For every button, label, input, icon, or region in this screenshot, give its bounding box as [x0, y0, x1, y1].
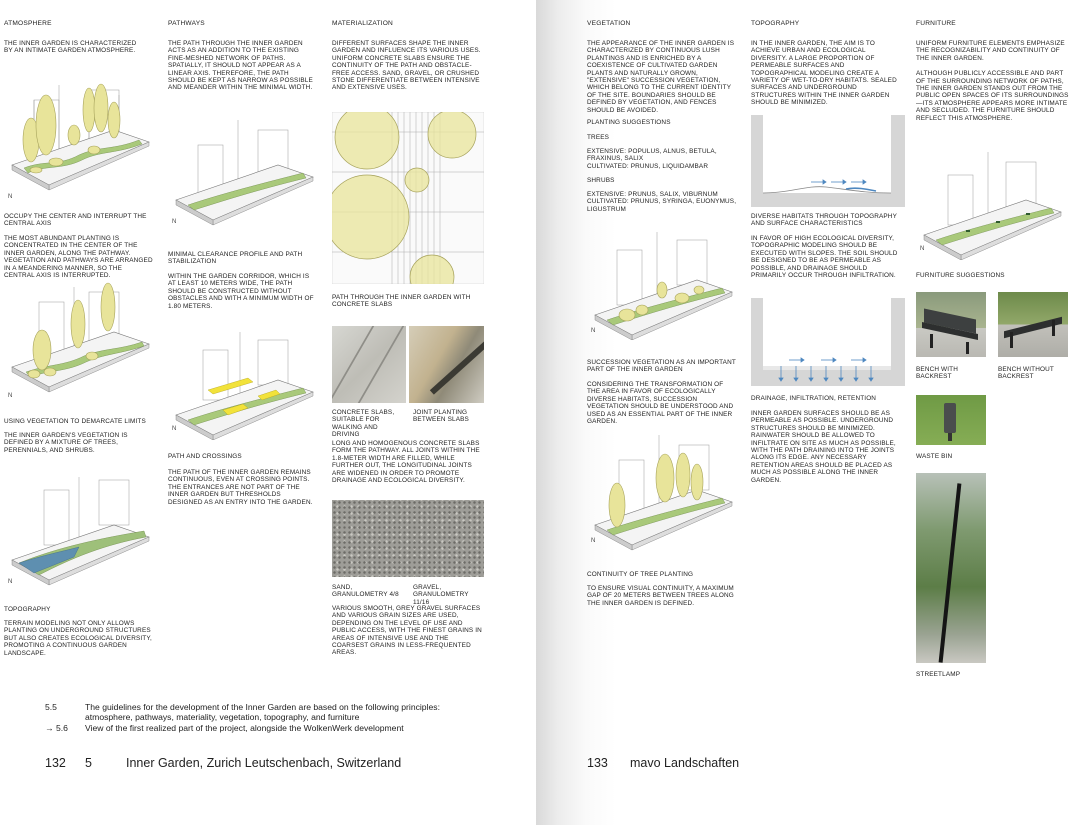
shrubs-label: SHRUBS — [587, 177, 615, 184]
clearance-body: WITHIN THE GARDEN CORRIDOR, WHICH IS AT LEAST 10 METERS WIDE, THE PATH SHOULD BE CONSTRUCTED WITHOUT OBSTACLES AND WITH A MINIMUM WIDTH OF 1.80 METERS. — [168, 273, 314, 310]
caption-num-2 — [45, 712, 85, 722]
pathways-diagram-1 — [168, 115, 318, 230]
furniture-diagram — [916, 150, 1066, 260]
furniture-intro-2: ALTHOUGH PUBLICLY ACCESSIBLE AND PART OF THE SURROUNDING NETWORK OF PATHS, THE INNER GARDEN STANDS OUT FROM THE PUBLIC OPEN SPACES OF ITS SURROUNDINGS—ITS ATMOSPHERE APPEARS MORE INTIMATE AND SECLUDED. THE FURNITURE SHOULD REFLECT THIS ATMOSPHERE. — [916, 70, 1069, 122]
left-chapter-title: Inner Garden, Zurich Leutschenbach, Switzerland — [126, 756, 402, 770]
gravel-photo — [332, 500, 484, 577]
streetlamp-photo — [916, 473, 986, 663]
pathways-heading: PATHWAYS — [168, 20, 205, 27]
caption-num-3: → 5.6 — [45, 722, 68, 733]
pathways-diagram-2 — [168, 330, 318, 440]
occupy-title: OCCUPY THE CENTER AND INTERRUPT THE CENTRAL AXIS — [4, 213, 147, 228]
habitats-title: DIVERSE HABITATS THROUGH TOPOGRAPHY AND SURFACE CHARACTERISTICS — [751, 213, 897, 228]
slabs-caption: PATH THROUGH THE INNER GARDEN WITH CONCRETE SLABS — [332, 294, 471, 309]
topography-column — [751, 20, 901, 107]
succession-body: CONSIDERING THE TRANSFORMATION OF THE AREA IN FAVOR OF ECOLOGICALLY DIVERSE HABITATS, SUCCESSION VEGETATION SHOULD BE UNDERSTOOD AND USED AS AN ESSENTIAL PART OF THE INNER GARDEN. — [587, 381, 734, 426]
demarcate-body: THE INNER GARDEN'S VEGETATION IS DEFINED BY A MIXTURE OF TREES, PERENNIALS, AND SHRUBS. — [4, 432, 128, 454]
left-chapter-number: 5 — [85, 756, 92, 770]
bench-no-backrest-caption: BENCH WITHOUT BACKREST — [998, 366, 1054, 381]
topography-diagram — [4, 475, 154, 590]
figure-captions — [45, 702, 515, 733]
planting-label: PLANTING SUGGESTIONS — [587, 119, 671, 126]
svg-text:N: N — [591, 538, 596, 544]
occupy-body: THE MOST ABUNDANT PLANTING IS CONCENTRATED IN THE CENTER OF THE INNER GARDEN, ALONG THE PATHWAY. VEGETATION AND PATHWAYS ARE ARRANGED IN A MEANDERING MANNER, SO THE CENTRAL AXIS IS INTERRUPTED. — [4, 235, 153, 280]
habitats-body: IN FAVOR OF HIGH ECOLOGICAL DIVERSITY, TOPOGRAPHIC MODELING SHOULD BE EXECUTED WITH SLOPES. THE SOIL SHOULD BE DESIGNED TO BE AS PERMEABLE AS POSSIBLE, AND DRAINAGE SHOULD PRIMARILY OCCUR THROUGH INFILTRATION. — [751, 235, 898, 280]
joint-planting-photo — [409, 326, 484, 403]
streetlamp-caption: STREETLAMP — [916, 671, 961, 678]
gravel-caption: GRAVEL, GRANULOMETRY 11/16 — [413, 584, 469, 606]
right-page — [536, 0, 1080, 825]
continuity-title: CONTINUITY OF TREE PLANTING — [587, 571, 694, 578]
demarcate-title: USING VEGETATION TO DEMARCATE LIMITS — [4, 418, 146, 425]
materialization-heading: MATERIALIZATION — [332, 20, 394, 27]
topography-heading: TOPOGRAPHY — [751, 20, 800, 27]
svg-text:N: N — [920, 246, 925, 252]
caption-text-2: atmosphere, pathways, materiality, vegetation, topography, and furniture — [85, 712, 360, 723]
pathways-intro: THE PATH THROUGH THE INNER GARDEN ACTS AS AN ADDITION TO THE EXISTING FINE-MESHED NETWORK OF PATHS. SPATIALLY, IT SHOULD NOT APPEAR AS A LINEAR AXIS. THEREFORE, THE PATH SHOULD BE KEPT AS NARROW AS POSSIBLE AND MEANDER WITHIN THE MINIMAL WIDTH. — [168, 40, 313, 92]
atmosphere-heading: ATMOSPHERE — [4, 20, 52, 27]
furniture-column — [916, 20, 1070, 122]
vegetation-intro: THE APPEARANCE OF THE INNER GARDEN IS CHARACTERIZED BY CONTINUOUS LUSH PLANTINGS AND IS ENRICHED BY A COEXISTENCE OF CULTIVATED GARDEN PLANTS AND NATURALLY GROWN, "EXTENSIVE" SUCCESSION VEGETATION, WHICH BELONG TO THE CURRENT IDENTITY OF THE SITE. BOUNDARIES SHOULD BE DEFINED BY VEGETATION, AND FENCES SHOULD BE AVOIDED. — [587, 40, 735, 114]
drainage-title: DRAINAGE, INFILTRATION, RETENTION — [751, 395, 877, 402]
succession-title: SUCCESSION VEGETATION AS AN IMPORTANT PART OF THE INNER GARDEN — [587, 359, 736, 374]
crossings-title: PATH AND CROSSINGS — [168, 453, 242, 460]
bench-no-backrest-photo — [998, 292, 1068, 357]
furniture-suggestions-label: FURNITURE SUGGESTIONS — [916, 272, 1005, 279]
right-publisher: mavo Landschaften — [630, 756, 740, 770]
caption-text-3: View of the first realized part of the project, alongside the WolkenWerk development — [85, 722, 404, 733]
clearance-title: MINIMAL CLEARANCE PROFILE AND PATH STABILIZATION — [168, 251, 303, 266]
atmosphere-intro: THE INNER GARDEN IS CHARACTERIZED BY AN INTIMATE GARDEN ATMOSPHERE. — [4, 40, 137, 55]
vegetation-diagram-2 — [587, 430, 737, 555]
continuity-body: TO ENSURE VISUAL CONTINUITY, A MAXIMUM GAP OF 20 METERS BETWEEN TREES ALONG THE INNER GARDEN IS DEFINED. — [587, 585, 734, 607]
svg-text:N: N — [8, 393, 13, 399]
bench-backrest-caption: BENCH WITH BACKREST — [916, 366, 958, 381]
topo-title: TOPOGRAPHY — [4, 606, 51, 613]
materialization-column — [332, 20, 484, 92]
topography-section-diagram — [751, 115, 905, 207]
drainage-section-diagram — [751, 298, 905, 386]
atmosphere-diagram-1 — [4, 80, 154, 208]
slabs-body: LONG AND HOMOGENOUS CONCRETE SLABS FORM THE PATHWAY. ALL JOINTS WITHIN THE 1.8-METER WIDTH ARE FILLED, WHILE FURTHER OUT, THE LONGITUDINAL JOINTS ARE WIDENED IN ORDER TO PROMOTE DRAINAGE AND ECOLOGICAL DIVERSITY. — [332, 440, 480, 485]
atmosphere-column — [4, 20, 154, 55]
left-page — [0, 0, 536, 825]
vegetation-diagram-1 — [587, 230, 737, 340]
materialization-intro: DIFFERENT SURFACES SHAPE THE INNER GARDEN AND INFLUENCE ITS VARIOUS USES. UNIFORM CONCRETE SLABS ENSURE THE CONTINUITY OF THE PATH AND OBSTACLE-FREE ACCESS. SAND, GRAVEL, OR CRUSHED STONE DIFFERENTIATE BETWEEN INTENSIVE AND EXTENSIVE USES. — [332, 40, 481, 92]
furniture-intro-1: UNIFORM FURNITURE ELEMENTS EMPHASIZE THE RECOGNIZABILITY AND CONTINUITY OF THE INNER GARDEN. — [916, 40, 1065, 62]
photo1-caption: CONCRETE SLABS, SUITABLE FOR WALKING AND DRIVING — [332, 409, 395, 439]
shrubs-list: EXTENSIVE: PRUNUS, SALIX, VIBURNUM CULTIVATED: PRUNUS, SYRINGA, EUONYMUS, LIGUSTRUM — [587, 191, 737, 213]
vegetation-column — [587, 20, 737, 114]
right-page-number: 133 — [587, 756, 608, 770]
vegetation-heading: VEGETATION — [587, 20, 631, 27]
svg-text:N: N — [172, 426, 177, 432]
crossings-body: THE PATH OF THE INNER GARDEN REMAINS CONTINUOUS, EVEN AT CROSSING POINTS. THE ENTRANCES ARE NOT PART OF THE INNER GARDEN BUT THRESHOLDS DESIGNED AS AN ENTRY INTO THE GARDEN. — [168, 469, 313, 506]
photo2-caption: JOINT PLANTING BETWEEN SLABS — [413, 409, 469, 424]
svg-text:N: N — [8, 194, 13, 200]
svg-text:N: N — [8, 579, 13, 585]
bench-backrest-photo — [916, 292, 986, 357]
trees-list: EXTENSIVE: POPULUS, ALNUS, BETULA, FRAXINUS, SALIX CULTIVATED: PRUNUS, LIQUIDAMBAR — [587, 148, 717, 170]
svg-text:N: N — [172, 219, 177, 225]
sand-caption: SAND, GRANULOMETRY 4/8 — [332, 584, 399, 599]
atmosphere-diagram-2 — [4, 282, 154, 407]
left-page-number: 132 — [45, 756, 66, 770]
caption-text-1: The guidelines for the development of the Inner Garden are based on the following principles: — [85, 702, 440, 712]
furniture-heading: FURNITURE — [916, 20, 956, 27]
drainage-body: INNER GARDEN SURFACES SHOULD BE AS PERMEABLE AS POSSIBLE. UNDERGROUND STRUCTURES SHOULD BE MINIMIZED. RAINWATER SHOULD BE ALLOWED TO INFILTRATE ON SITE AS MUCH AS POSSIBLE, WITH THE PATH DRAINING INTO THE JOINTS ALONG ITS EDGE. ANY NECESSARY RETENTION AREAS SHOULD BE PLACED AS MUCH AS POSSIBLE ALONG THE INNER GARDEN. — [751, 410, 896, 484]
trees-label: TREES — [587, 134, 610, 141]
topo-body: TERRAIN MODELING NOT ONLY ALLOWS PLANTING ON UNDERGROUND STRUCTURES BUT ALSO CREATES ECOLOGICAL DIVERSITY, PROMOTING A CONTINUOUS GARDEN LANDSCAPE. — [4, 620, 152, 657]
topography-intro: IN THE INNER GARDEN, THE AIM IS TO ACHIEVE URBAN AND ECOLOGICAL DIVERSITY. A LARGE PROPORTION OF PERMEABLE SURFACES AND TOPOGRAPHICAL MODELING CREATE A VARIETY OF WET-TO-DRY HABITATS. SEALED SURFACES AND UNDERGROUND STRUCTURES WITHIN THE INNER GARDEN SHOULD BE MINIMIZED. — [751, 40, 897, 107]
concrete-slabs-photo — [332, 326, 406, 403]
waste-bin-photo — [916, 395, 986, 445]
gravel-body: VARIOUS SMOOTH, GREY GRAVEL SURFACES AND VARIOUS GRAIN SIZES ARE USED, DEPENDING ON THE LEVEL OF USE AND PUBLIC ACCESS, WITH THE FINEST GRAINS IN AREAS OF INTENSIVE USE AND THE COARSEST GRAINS IN LESS-FREQUENTED AREAS. — [332, 605, 482, 657]
svg-text:N: N — [591, 328, 596, 334]
slabs-plan-diagram — [332, 112, 484, 284]
pathways-column — [168, 20, 316, 92]
caption-num-1: 5.5 — [45, 702, 57, 712]
waste-bin-caption: WASTE BIN — [916, 453, 953, 460]
